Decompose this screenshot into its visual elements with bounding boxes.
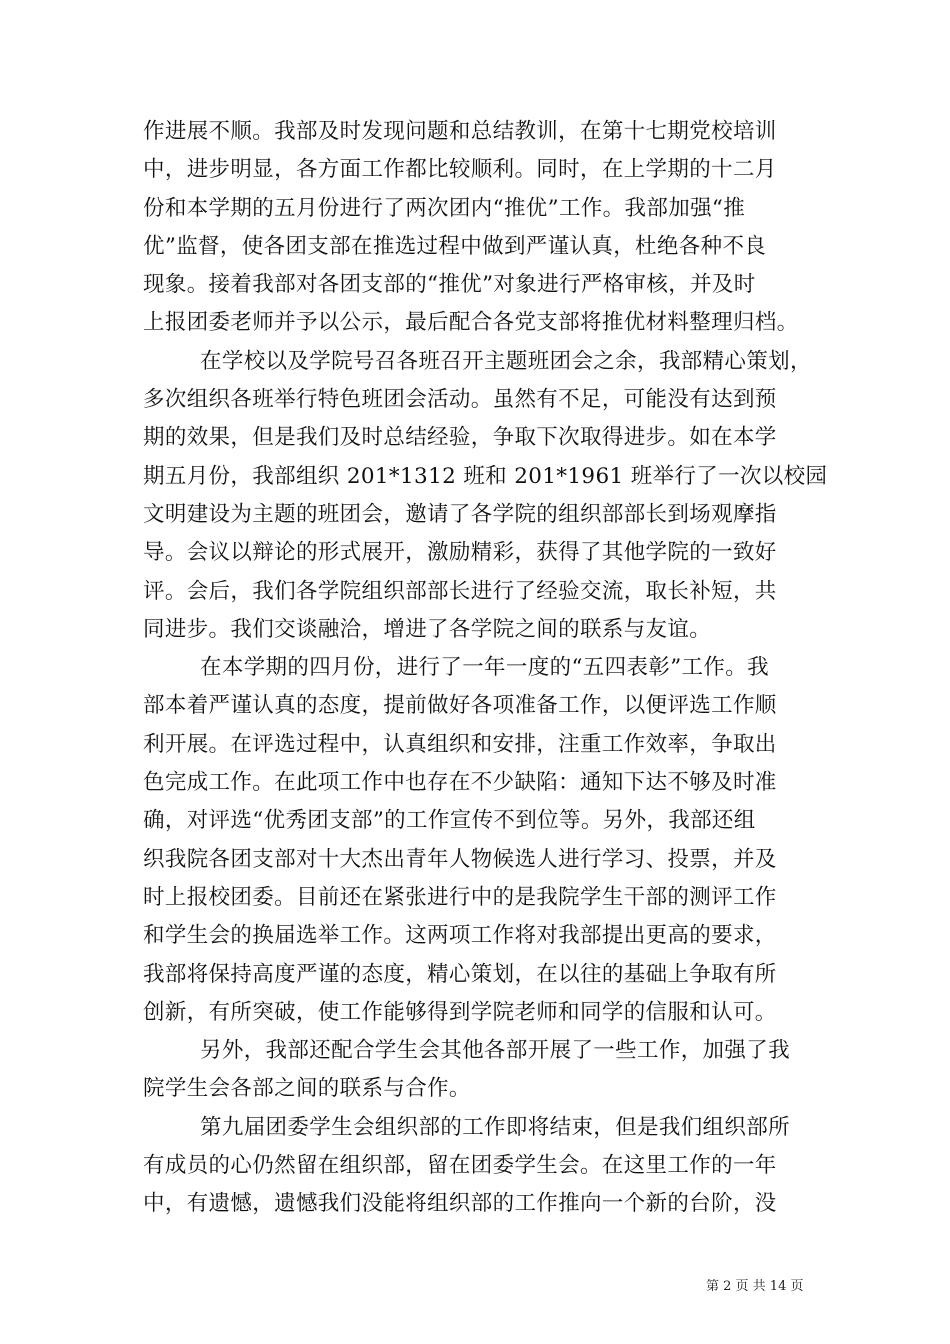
text-line: 色完成工作。在此项工作中也存在不少缺陷：通知下达不够及时准 (143, 770, 777, 796)
text-line: 评。会后，我们各学院组织部部长进行了经验交流，取长补短，共 (143, 578, 777, 604)
text-line: 在学校以及学院号召各班召开主题班团会之余，我部精心策划， (200, 348, 812, 374)
text-line: 导。会议以辩论的形式展开，激励精彩，获得了其他学院的一致好 (143, 540, 777, 566)
text-line: 期的效果，但是我们及时总结经验，争取下次取得进步。如在本学 (143, 425, 777, 451)
text-line: 上报团委老师并予以公示，最后配合各党支部将推优材料整理归档。 (143, 310, 799, 336)
text-line: 时上报校团委。目前还在紧张进行中的是我院学生干部的测评工作 (143, 884, 777, 910)
page-number-footer: 第 2 页 共 14 页 (706, 1279, 804, 1294)
document-body (143, 113, 828, 1224)
text-line: 文明建设为主题的班团会，邀请了各学院的组织部部长到场观摩指 (143, 501, 777, 527)
text-line: 在本学期的四月份，进行了一年一度的“五四表彰”工作。我 (200, 655, 769, 681)
text-line: 创新，有所突破，使工作能够得到学院老师和同学的信服和认可。 (143, 999, 777, 1025)
text-line: 份和本学期的五月份进行了两次团内“推优”工作。我部加强“推 (143, 195, 746, 221)
text-line: 中，进步明显，各方面工作都比较顺利。同时，在上学期的十二月 (143, 157, 777, 183)
text-line: 利开展。在评选过程中，认真组织和安排，注重工作效率，争取出 (143, 731, 777, 757)
text-line: 多次组织各班举行特色班团会活动。虽然有不足，可能没有达到预 (143, 387, 777, 413)
text-line: 和学生会的换届选举工作。这两项工作将对我部提出更高的要求， (143, 923, 777, 949)
text-line: 织我院各团支部对十大杰出青年人物候选人进行学习、投票，并及 (143, 846, 777, 872)
text-line: 第九届团委学生会组织部的工作即将结束，但是我们组织部所 (200, 1114, 790, 1140)
text-line: 部本着严谨认真的态度，提前做好各项准备工作，以便评选工作顺 (143, 693, 777, 719)
text-line: 确，对评选“优秀团支部”的工作宣传不到位等。另外，我部还组 (143, 808, 756, 834)
text-line: 院学生会各部之间的联系与合作。 (143, 1076, 471, 1102)
text-line: 另外，我部还配合学生会其他各部开展了一些工作，加强了我 (200, 1038, 790, 1064)
text-line: 我部将保持高度严谨的态度，精心策划，在以往的基础上争取有所 (143, 961, 777, 987)
text-line: 优”监督，使各团支部在推选过程中做到严谨认真，杜绝各种不良 (143, 233, 767, 259)
text-line: 期五月份，我部组织 201*1312 班和 201*1961 班举行了一次以校园 (143, 463, 828, 489)
text-line: 同进步。我们交谈融洽，增进了各学院之间的联系与友谊。 (143, 616, 712, 642)
text-line: 有成员的心仍然留在组织部，留在团委学生会。在这里工作的一年 (143, 1153, 777, 1179)
text-line: 中，有遗憾，遗憾我们没能将组织部的工作推向一个新的台阶，没 (143, 1191, 777, 1217)
text-line: 现象。接着我部对各团支部的“推优”对象进行严格审核，并及时 (143, 272, 756, 298)
text-line: 作进展不顺。我部及时发现问题和总结教训，在第十七期党校培训 (143, 119, 777, 144)
